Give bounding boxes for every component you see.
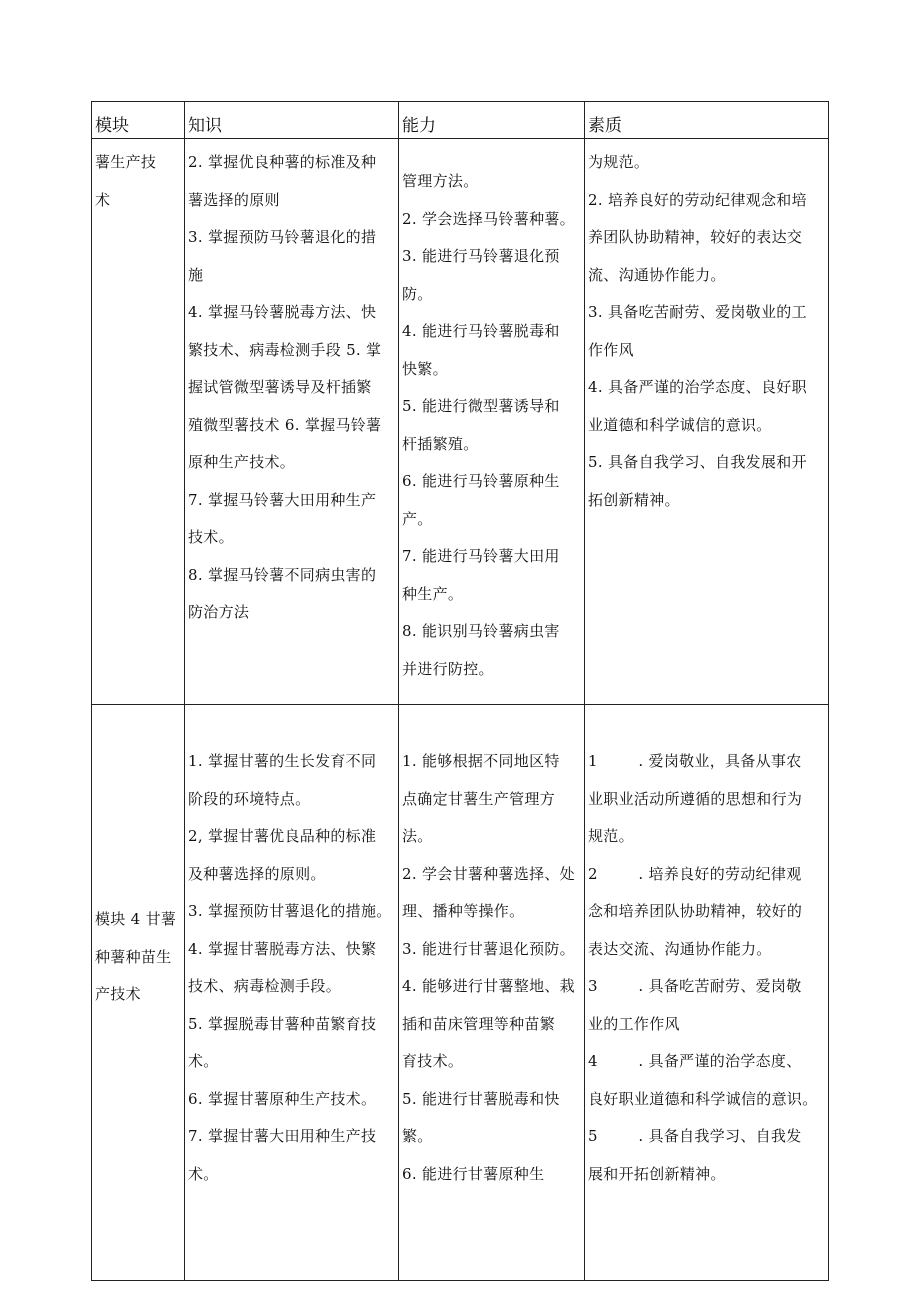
module-cell [92,705,185,1281]
cell-line: 3. 能进行马铃薯退化预 [402,247,560,265]
cell-line: 插和苗床管理等种苗繁 [402,1014,556,1033]
cell-line: 3. 能进行甘薯退化预防。 [402,939,575,958]
cell-line: 产技术 [95,985,141,1004]
ability-cell [399,139,585,705]
cell-line: 7. 掌握马铃薯大田用种生产 [188,490,377,509]
cell-line: 4. 能进行马铃薯脱毒和 [402,322,560,340]
cell-line: 拓创新精神。 [588,490,680,509]
cell-line: 阶段的环境特点。 [188,789,311,808]
quality-cell [585,139,829,705]
header-knowledge: 知识 [185,102,399,139]
cell-line: 管理方法。 [402,172,479,190]
cell-line: 8. 能识别马铃薯病虫害 [402,622,560,640]
cell-line: 念和培养团队协助精神，较好的 [588,902,803,920]
cell-line: 术 [95,190,111,209]
cell-line: 5. 能进行甘薯脱毒和快 [402,1089,560,1108]
cell-line: 6. 掌握甘薯原种生产技术。 [188,1089,377,1108]
cell-line: 7. 能进行马铃薯大田用 [402,547,560,565]
cell-line: 薯选择的原则 [188,190,280,209]
cell-line: 施 [188,265,204,284]
cell-line: 法。 [402,827,433,845]
cell-line: 1. 能够根据不同地区特 [402,752,560,770]
cell-line: 3. 掌握预防甘薯退化的措施。 [188,902,392,920]
cell-line: 3 . 具备吃苦耐劳、爱岗敬 [588,977,802,995]
header-module: 模块 [92,102,185,139]
cell-line: 2. 学会甘薯种薯选择、处 [402,864,575,883]
cell-line: 业道德和科学诚信的意识。 [588,415,772,434]
cell-line: 并进行防控。 [402,659,494,678]
syllabus-table [91,101,829,1281]
cell-line: 良好职业道德和科学诚信的意识。 [588,1089,818,1108]
ability-cell [399,705,585,1281]
cell-line: 2. 学会选择马铃薯种薯。 [402,209,575,228]
cell-line: 及种薯选择的原则。 [188,864,326,883]
cell-line: 理、播种等操作。 [402,902,525,920]
cell-line: 模块 4 甘薯 [95,910,177,929]
cell-line: 表达交流、沟通协作能力。 [588,939,772,958]
cell-line: 4. 能够进行甘薯整地、栽 [402,977,575,995]
cell-line: 握试管微型薯诱导及杆插繁 [188,378,372,396]
cell-line: 4. 掌握马铃薯脱毒方法、快 [188,303,377,321]
cell-line: 2, 掌握甘薯优良品种的标准 [188,827,377,845]
cell-line: 1 . 爱岗敬业，具备从事农 [588,752,802,770]
cell-line: 2 . 培养良好的劳动纪律观 [588,864,802,883]
cell-line: 薯生产技 [95,153,157,171]
cell-line: 种薯种苗生 [95,947,172,966]
cell-line: 繁技术、病毒检测手段 5. 掌 [188,340,382,359]
cell-line: 5. 掌握脱毒甘薯种苗繁育技 [188,1014,377,1033]
cell-line: 防治方法 [188,603,250,621]
cell-line: 快繁。 [402,359,448,378]
cell-line: 术。 [188,1052,219,1070]
cell-line: 4. 具备严谨的治学态度、良好职 [588,378,807,396]
cell-line: 6. 能进行马铃薯原种生 [402,472,560,490]
cell-line: 6. 能进行甘薯原种生 [402,1164,545,1183]
cell-line: 5. 具备自我学习、自我发展和开 [588,453,807,471]
table-header-row [92,102,829,139]
cell-line: 5 . 具备自我学习、自我发 [588,1127,802,1145]
cell-line: 种生产。 [402,584,464,603]
cell-line: 作作风 [588,340,634,359]
module-cell [92,139,185,705]
cell-line: 杆插繁殖。 [402,434,479,453]
knowledge-cell [185,705,399,1281]
cell-line: 为规范。 [588,153,650,171]
cell-line: 技术、病毒检测手段。 [188,977,342,995]
table-row [92,705,829,1281]
cell-line: 业职业活动所遵循的思想和行为 [588,789,803,808]
cell-line: 2. 掌握优良种薯的标准及种 [188,153,377,171]
cell-line: 繁。 [402,1127,433,1145]
cell-line: 规范。 [588,827,634,845]
cell-line: 养团队协助精神，较好的表达交 [588,228,803,246]
cell-line: 防。 [402,284,433,303]
table-row [92,139,829,705]
cell-line: 4. 掌握甘薯脱毒方法、快繁 [188,939,377,958]
quality-cell [585,705,829,1281]
cell-line: 4 . 具备严谨的治学态度、 [588,1052,802,1070]
cell-line: 育技术。 [402,1052,464,1070]
cell-line: 1. 掌握甘薯的生长发育不同 [188,752,377,770]
cell-line: 流、沟通协作能力。 [588,265,726,284]
cell-line: 技术。 [188,528,234,546]
cell-line: 7. 掌握甘薯大田用种生产技 [188,1127,377,1145]
cell-line: 3. 掌握预防马铃薯退化的措 [188,228,377,246]
cell-line: 8. 掌握马铃薯不同病虫害的 [188,565,377,584]
cell-line: 产。 [402,509,433,528]
knowledge-cell [185,139,399,705]
cell-line: 5. 能进行微型薯诱导和 [402,397,560,415]
cell-line: 3. 具备吃苦耐劳、爱岗敬业的工 [588,303,807,321]
cell-line: 2. 培养良好的劳动纪律观念和培 [588,190,807,209]
header-quality: 素质 [585,102,829,139]
cell-line: 点确定甘薯生产管理方 [402,789,556,808]
header-ability: 能力 [399,102,585,139]
cell-line: 术。 [188,1164,219,1183]
cell-line: 展和开拓创新精神。 [588,1164,726,1183]
cell-line: 殖微型薯技术 6. 掌握马铃薯 [188,415,382,434]
cell-line: 原种生产技术。 [188,453,296,471]
cell-line: 业的工作作风 [588,1014,680,1033]
